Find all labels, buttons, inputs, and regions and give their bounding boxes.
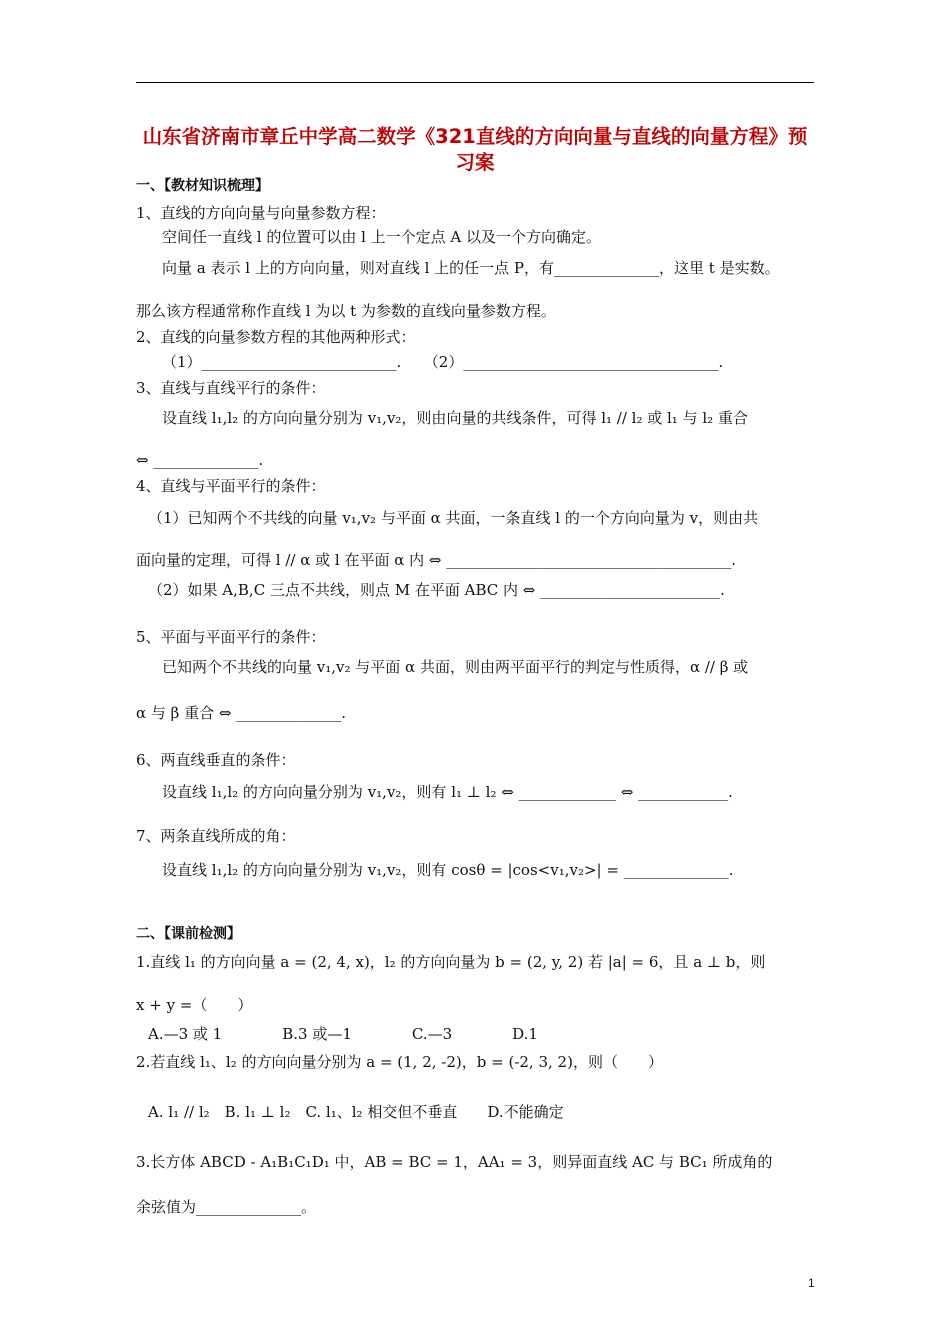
text-line: 设直线 l₁,l₂ 的方向向量分别为 v₁,v₂，则有 cosθ = |cos<v₁,v₂>| = ______________. bbox=[162, 861, 734, 879]
blank-line: α 与 β 重合 ⇔ ______________. bbox=[136, 704, 346, 722]
text-line: （2）如果 A,B,C 三点不共线，则点 M 在平面 ABC 内 ⇔ ________________________. bbox=[148, 581, 725, 599]
item-2-heading: 2、直线的向量参数方程的其他两种形式： bbox=[136, 328, 416, 346]
question-1-options: A.—3 或 1 B.3 或—1 C.—3 D.1 bbox=[148, 1025, 538, 1043]
blank-line: （1）__________________________. （2）__________________________________. bbox=[162, 353, 724, 371]
text-line: 空间任一直线 l 的位置可以由 l 上一个定点 A 以及一个方向确定。 bbox=[162, 228, 602, 246]
item-4-heading: 4、直线与平面平行的条件： bbox=[136, 477, 326, 495]
item-6-heading: 6、两直线垂直的条件： bbox=[136, 751, 296, 769]
text-line: 设直线 l₁,l₂ 的方向向量分别为 v₁,v₂，则有 l₁ ⊥ l₂ ⇔ _____________ ⇔ ____________. bbox=[162, 783, 733, 801]
question-3: 3.长方体 ABCD - A₁B₁C₁D₁ 中，AB = BC = 1，AA₁ = 3，则异面直线 AC 与 BC₁ 所成角的 bbox=[136, 1153, 773, 1171]
blank-line: ⇔ ______________. bbox=[136, 451, 264, 469]
text-line: 已知两个不共线的向量 v₁,v₂ 与平面 α 共面，则由两平面平行的判定与性质得，α // β 或 bbox=[162, 658, 749, 676]
text-line: 那么该方程通常称作直线 l 为以 t 为参数的直线向量参数方程。 bbox=[136, 302, 556, 320]
text-line: 设直线 l₁,l₂ 的方向向量分别为 v₁,v₂，则由向量的共线条件，可得 l₁ // l₂ 或 l₁ 与 l₂ 重合 bbox=[162, 409, 748, 427]
question-2-options: A. l₁ // l₂ B. l₁ ⊥ l₂ C. l₁、l₂ 相交但不垂直 D.不能确定 bbox=[148, 1103, 564, 1121]
text-line: （1）已知两个不共线的向量 v₁,v₂ 与平面 α 共面，一条直线 l 的一个方向向量为 v，则由共 bbox=[148, 509, 759, 527]
question-1: 1.直线 l₁ 的方向向量 a = (2, 4, x)，l₂ 的方向向量为 b = (2, y, 2) 若 |a| = 6，且 a ⊥ b，则 bbox=[136, 953, 766, 971]
item-7-heading: 7、两条直线所成的角： bbox=[136, 827, 296, 845]
item-1-heading: 1、直线的方向向量与向量参数方程： bbox=[136, 204, 386, 222]
item-5-heading: 5、平面与平面平行的条件： bbox=[136, 628, 326, 646]
page-number: 1 bbox=[808, 1276, 815, 1290]
question-2: 2.若直线 l₁、l₂ 的方向向量分别为 a = (1, 2, -2)，b = (-2, 3, 2)，则（ ） bbox=[136, 1053, 663, 1071]
text-line: 面向量的定理，可得 l // α 或 l 在平面 α 内 ⇔ ______________________________________. bbox=[136, 551, 736, 569]
section-heading-2: 二、【课前检测】 bbox=[136, 926, 241, 942]
question-3-continued: 余弦值为______________。 bbox=[136, 1198, 317, 1216]
section-heading-1: 一、【教材知识梳理】 bbox=[136, 178, 269, 194]
text-line: 向量 a 表示 l 上的方向向量，则对直线 l 上的任一点 P，有______________，这里 t 是实数。 bbox=[162, 259, 780, 277]
page-title: 山东省济南市章丘中学高二数学《321直线的方向向量与直线的向量方程》预习案 bbox=[142, 125, 808, 174]
header-rule bbox=[136, 82, 814, 83]
question-1-continued: x + y =（ ） bbox=[136, 996, 253, 1014]
item-3-heading: 3、直线与直线平行的条件： bbox=[136, 379, 326, 397]
